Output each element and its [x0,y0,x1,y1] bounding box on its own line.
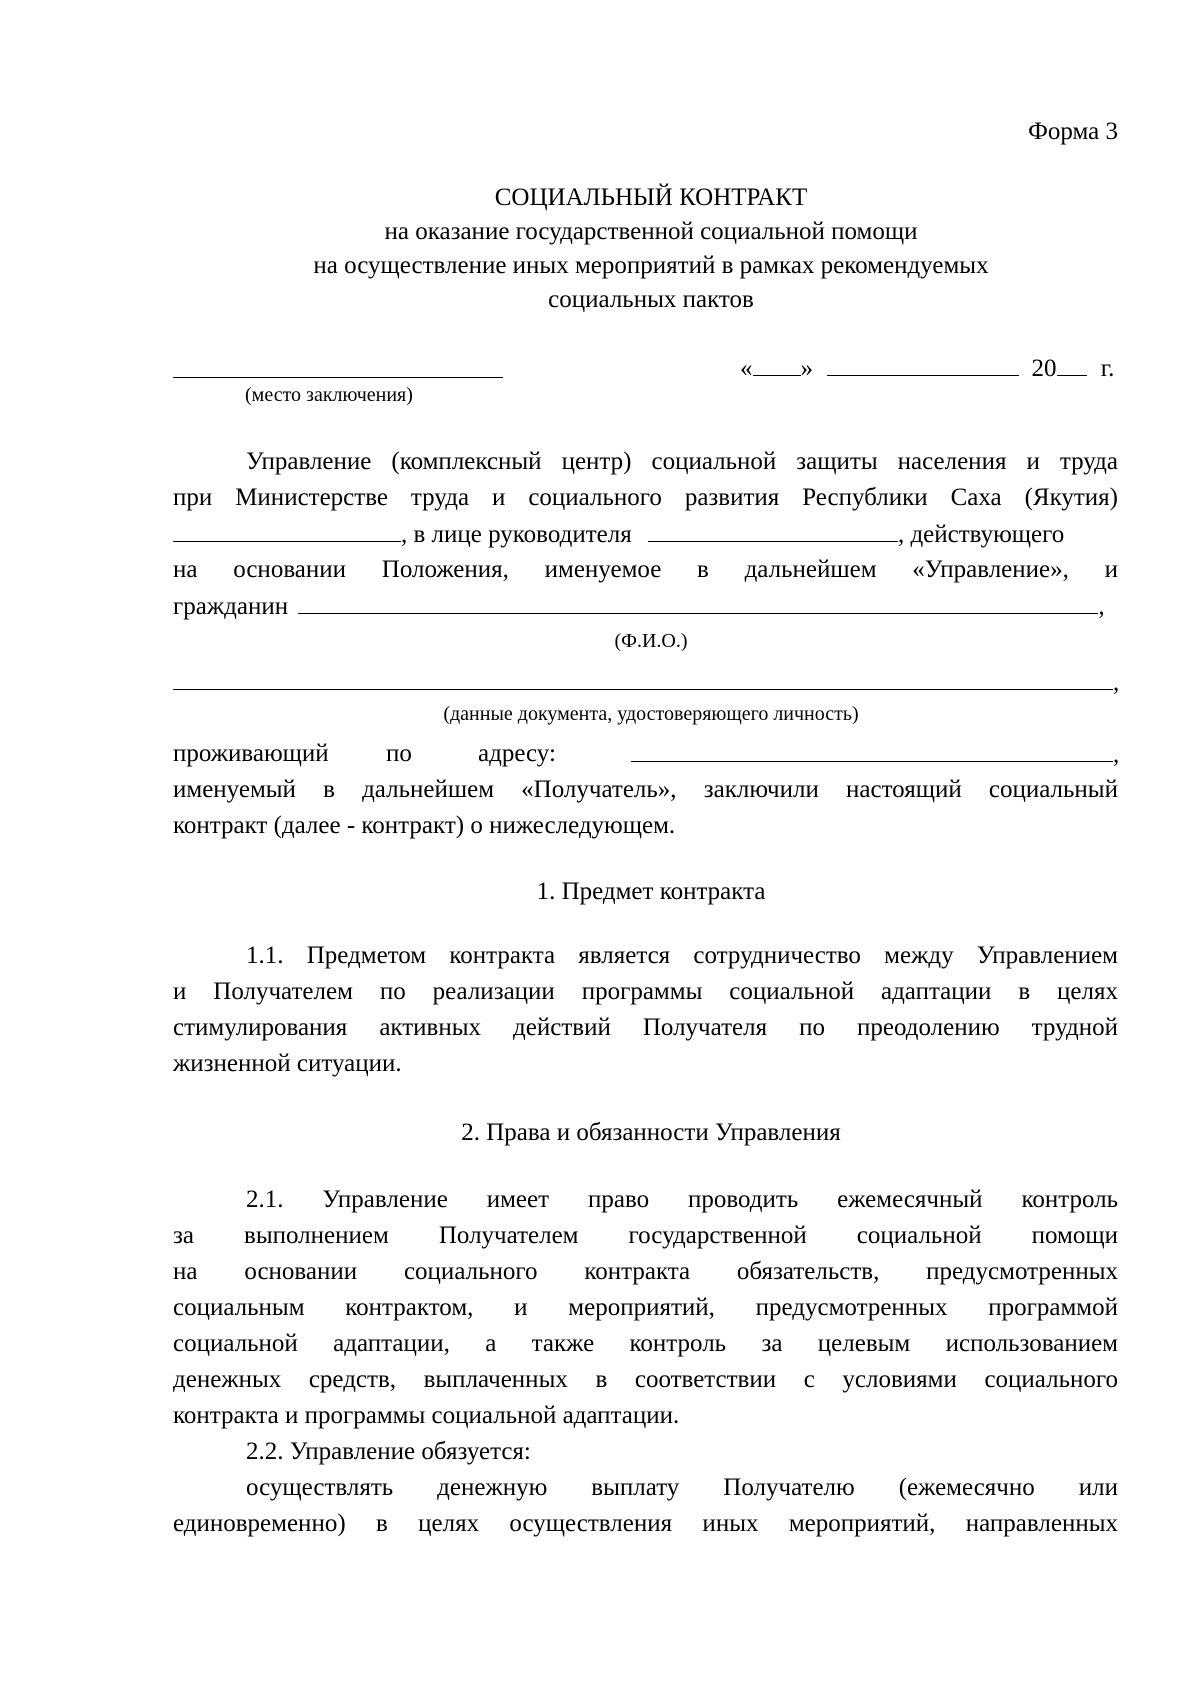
s2-line-8: 2.2. Управление обязуется: [246,1438,531,1465]
section-2-heading: 2. Права и обязанности Управления [461,1119,841,1146]
s2-line-5: социальной адаптации, а также контроль за целевым использованием [173,1330,1118,1357]
section-2-paragraph-1 [173,1182,1118,1542]
month-blank [827,350,1019,376]
document-title: СОЦИАЛЬНЫЙ КОНТРАКТ [494,184,808,211]
intro-paragraph [173,444,1118,624]
address-word-3: адресу: [478,740,556,767]
intro-line-9: контракт (далее - контракт) о нижеследующем. [173,812,676,839]
s2-line-6: денежных средств, выплаченных в соответствии с условиями социального [173,1366,1118,1393]
head-name-blank [648,516,898,542]
citizen-label: гражданин [173,593,289,620]
subtitle-line-3: социальных пактов [548,286,754,313]
id-document-caption: (данные документа, удостоверяющего личность) [443,703,859,725]
s2-line-10: единовременно) в целях осуществления иных мероприятий, направленных [173,1510,1118,1537]
intro-line-5 [173,588,1118,624]
intro-line-1: Управление (комплексный центр) социальной защиты населения и труда [246,448,1118,475]
id-document-blank [173,664,1113,690]
intro-line-8: именуемый в дальнейшем «Получатель», заключили настоящий социальный [173,776,1118,803]
s2-line-2: за выполнением Получателем государственной социальной помощи [173,1222,1118,1249]
intro-line-2: при Министерстве труда и социального развития Республики Саха (Якутия) [173,484,1118,511]
s2-line-1: 2.1. Управление имеет право проводить ежемесячный контроль [246,1186,1118,1213]
id-document-line [173,664,1119,701]
form-label: Форма 3 [1028,118,1118,145]
year-blank [1057,350,1087,376]
office-blank [173,516,401,542]
intro-line-4: на основании Положения, именуемое в дальнейшем «Управление», и [173,556,1118,583]
fio-comma: , [1098,593,1105,620]
s2-line-7: контракта и программы социальной адаптации. [173,1402,680,1429]
id-document-comma: , [1113,669,1120,696]
place-blank [173,347,503,378]
fio-caption: (Ф.И.О.) [614,630,688,652]
place-caption: (место заключения) [245,384,413,406]
address-word-2: по [386,740,412,767]
subtitle-line-2: на осуществление иных мероприятий в рамках рекомендуемых [313,252,989,279]
s2-line-4: социальным контрактом, и мероприятий, предусмотренных программой [173,1294,1118,1321]
s2-line-3: на основании социального контракта обязательств, предусмотренных [173,1258,1118,1285]
intro-tail [173,772,1118,844]
address-comma: , [1113,741,1120,768]
section-1-heading: 1. Предмет контракта [536,878,766,905]
address-line [173,736,1123,772]
quote-open: « [740,355,753,382]
intro-line-3-b: , действующего [897,521,1065,548]
date-line [740,350,1114,387]
s1-line-2: и Получателем по реализации программы социальной адаптации в целях [173,978,1118,1005]
section-1-paragraph [173,938,1118,1082]
s2-line-9: осуществлять денежную выплату Получателю (ежемесячно или [246,1474,1118,1501]
day-blank [753,350,801,376]
s1-line-4: жизненной ситуации. [173,1050,402,1077]
address-word-1: проживающий [173,740,329,767]
intro-line-3 [173,516,1118,552]
subtitle-line-1: на оказание государственной социальной помощи [384,218,918,245]
s1-line-1: 1.1. Предметом контракта является сотрудничество между Управлением [246,942,1118,969]
year-suffix: г. [1100,355,1115,382]
intro-line-3-a: , в лице руководителя [401,521,632,548]
quote-close: » [800,355,813,382]
s1-line-3: стимулирования активных действий Получателя по преодолению трудной [173,1014,1118,1041]
address-blank [631,736,1113,762]
year-prefix: 20 [1031,355,1057,382]
fio-blank [298,588,1098,614]
